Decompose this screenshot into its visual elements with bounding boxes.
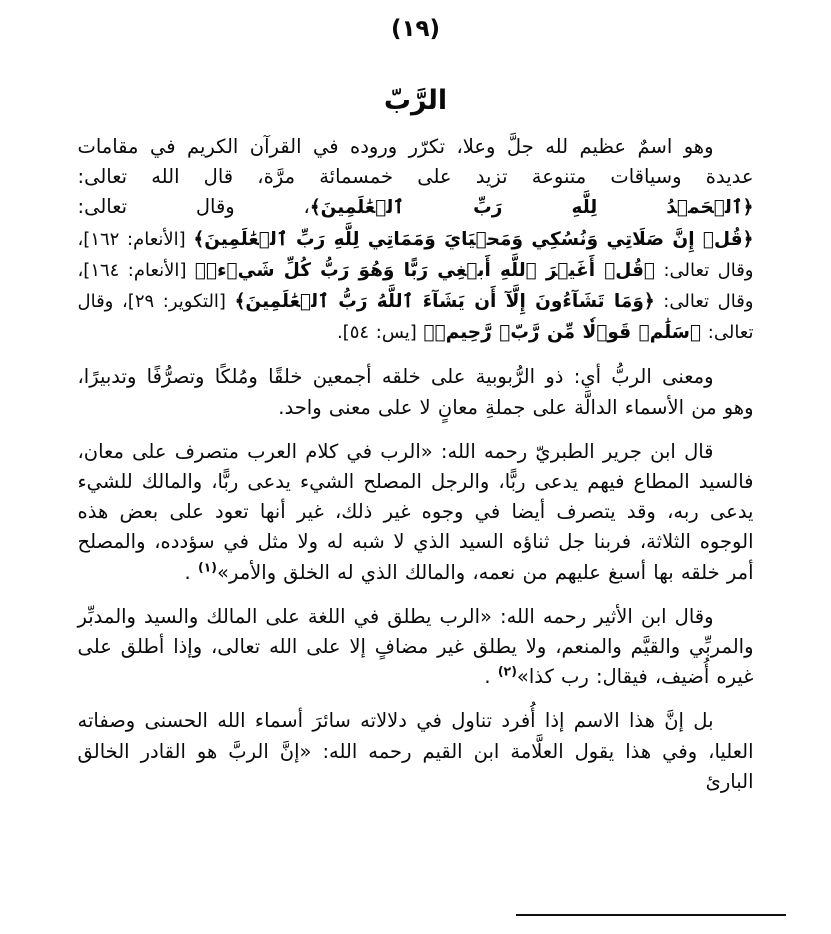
page-title: الرَّبّ bbox=[383, 85, 448, 117]
footnote-separator-rule bbox=[516, 914, 786, 916]
paragraph-tabari-quote bbox=[78, 437, 754, 588]
footnote-marker-1[interactable]: (١) bbox=[197, 559, 218, 575]
footnote-marker-2[interactable]: (٢) bbox=[497, 663, 517, 679]
paragraph-intro-text-2: ، وقال تعالى: bbox=[77, 195, 310, 219]
tabari-quote-tail: . bbox=[184, 560, 198, 584]
paragraph-meaning: ومعنى الربُّ أي: ذو الرُّبوبية على خلقه أجمعين خلقًا ومُلكًا وتصرُّفًا وتدبيرًا، وهو من الأسماء الدالَّة على جملةِ معانٍ لا على معنى واحد. bbox=[77, 365, 754, 419]
quran-ref-anam-164: [الأنعام: ١٦٤]، وقال تعالى: bbox=[77, 259, 754, 313]
tabari-quote-text: قال ابن جرير الطبريّ رحمه الله: «الرب في كلام العرب متصرف على معان، فالسيد المطاع فيهم يدعى ربًّا، والرجل المصلح الشيء يدعى ربًّا، والمالك للشيء يدعى ربه، وقد يتصرف أيضا في وجوه غير ذلك، غير أنها تعود على بعض هذه الوجوه الثلاثة، فربنا جل ثناؤه السيد الذي لا شبه له ولا مثل في سؤدده، والمصلح أمر خلقه بها أسبغ عليهم من نعمه، والمالك الذي له الخلق والأمر» bbox=[77, 439, 754, 584]
quran-ref-yasin-54: [يس: ٥٤]. bbox=[336, 322, 424, 344]
paragraph-intro bbox=[78, 132, 754, 348]
page-body bbox=[78, 132, 754, 811]
quran-quote-fatiha: ﴿ٱلۡحَمۡدُ لِلَّهِ رَبِّ ٱلۡعَٰلَمِينَ﴾ bbox=[309, 197, 754, 219]
page-number: (١٩) bbox=[390, 16, 441, 42]
paragraph-intro-text-1: وهو اسمٌ عظيم لله جلَّ وعلا، تكرّر وروده في القرآن الكريم في مقامات عديدة وسياقات متنوعة تزيد على خمسمائة مرَّة، قال الله تعالى: bbox=[77, 135, 754, 189]
quran-quote-anam-164: ﴿قُلۡ أَغَيۡرَ ٱللَّهِ أَبۡغِي رَبًّا وَهُوَ رَبُّ كُلِّ شَيۡءٖ﴾ bbox=[194, 259, 656, 281]
quran-quote-anam-162: ﴿قُلۡ إِنَّ صَلَاتِي وَنُسُكِي وَمَحۡيَايَ وَمَمَاتِي لِلَّهِ رَبِّ ٱلۡعَٰلَمِينَ﴾ bbox=[193, 228, 754, 250]
quran-quote-yasin-54: ﴿سَلَٰمٞ قَوۡلٗا مِّن رَّبّٖ رَّحِيمٖ﴾ bbox=[423, 322, 702, 344]
ibn-athir-quote-text: وقال ابن الأثير رحمه الله: «الرب يطلق في اللغة على المالك والسيد والمدبِّر والمربِّي والقيَّم والمنعم، ولا يطلق غير مضافٍ إلا على الله تعالى، وإذا أطلق على غيره أُضيف، فيقال: رب كذا» bbox=[77, 604, 754, 689]
paragraph-ibn-qayyim-intro: بل إنَّ هذا الاسم إذا أُفرد تناول في دلالاته سائرَ أسماء الله الحسنى وصفاته العليا، وفي هذا يقول العلَّامة ابن القيم رحمه الله: «إنَّ الربَّ هو القادر الخالق البارئ bbox=[77, 709, 754, 793]
paragraph-ibn-athir-quote bbox=[78, 602, 754, 693]
quran-quote-takwir-29: ﴿وَمَا تَشَآءُونَ إِلَّآ أَن يَشَآءَ ٱللَّهُ رَبُّ ٱلۡعَٰلَمِينَ﴾ bbox=[234, 291, 655, 313]
quran-ref-takwir-29: [التكوير: ٢٩]، وقال تعالى: bbox=[77, 291, 754, 344]
quran-ref-anam-162: [الأنعام: ١٦٢]، وقال تعالى: bbox=[77, 228, 754, 281]
ibn-athir-quote-tail: . bbox=[484, 665, 498, 689]
